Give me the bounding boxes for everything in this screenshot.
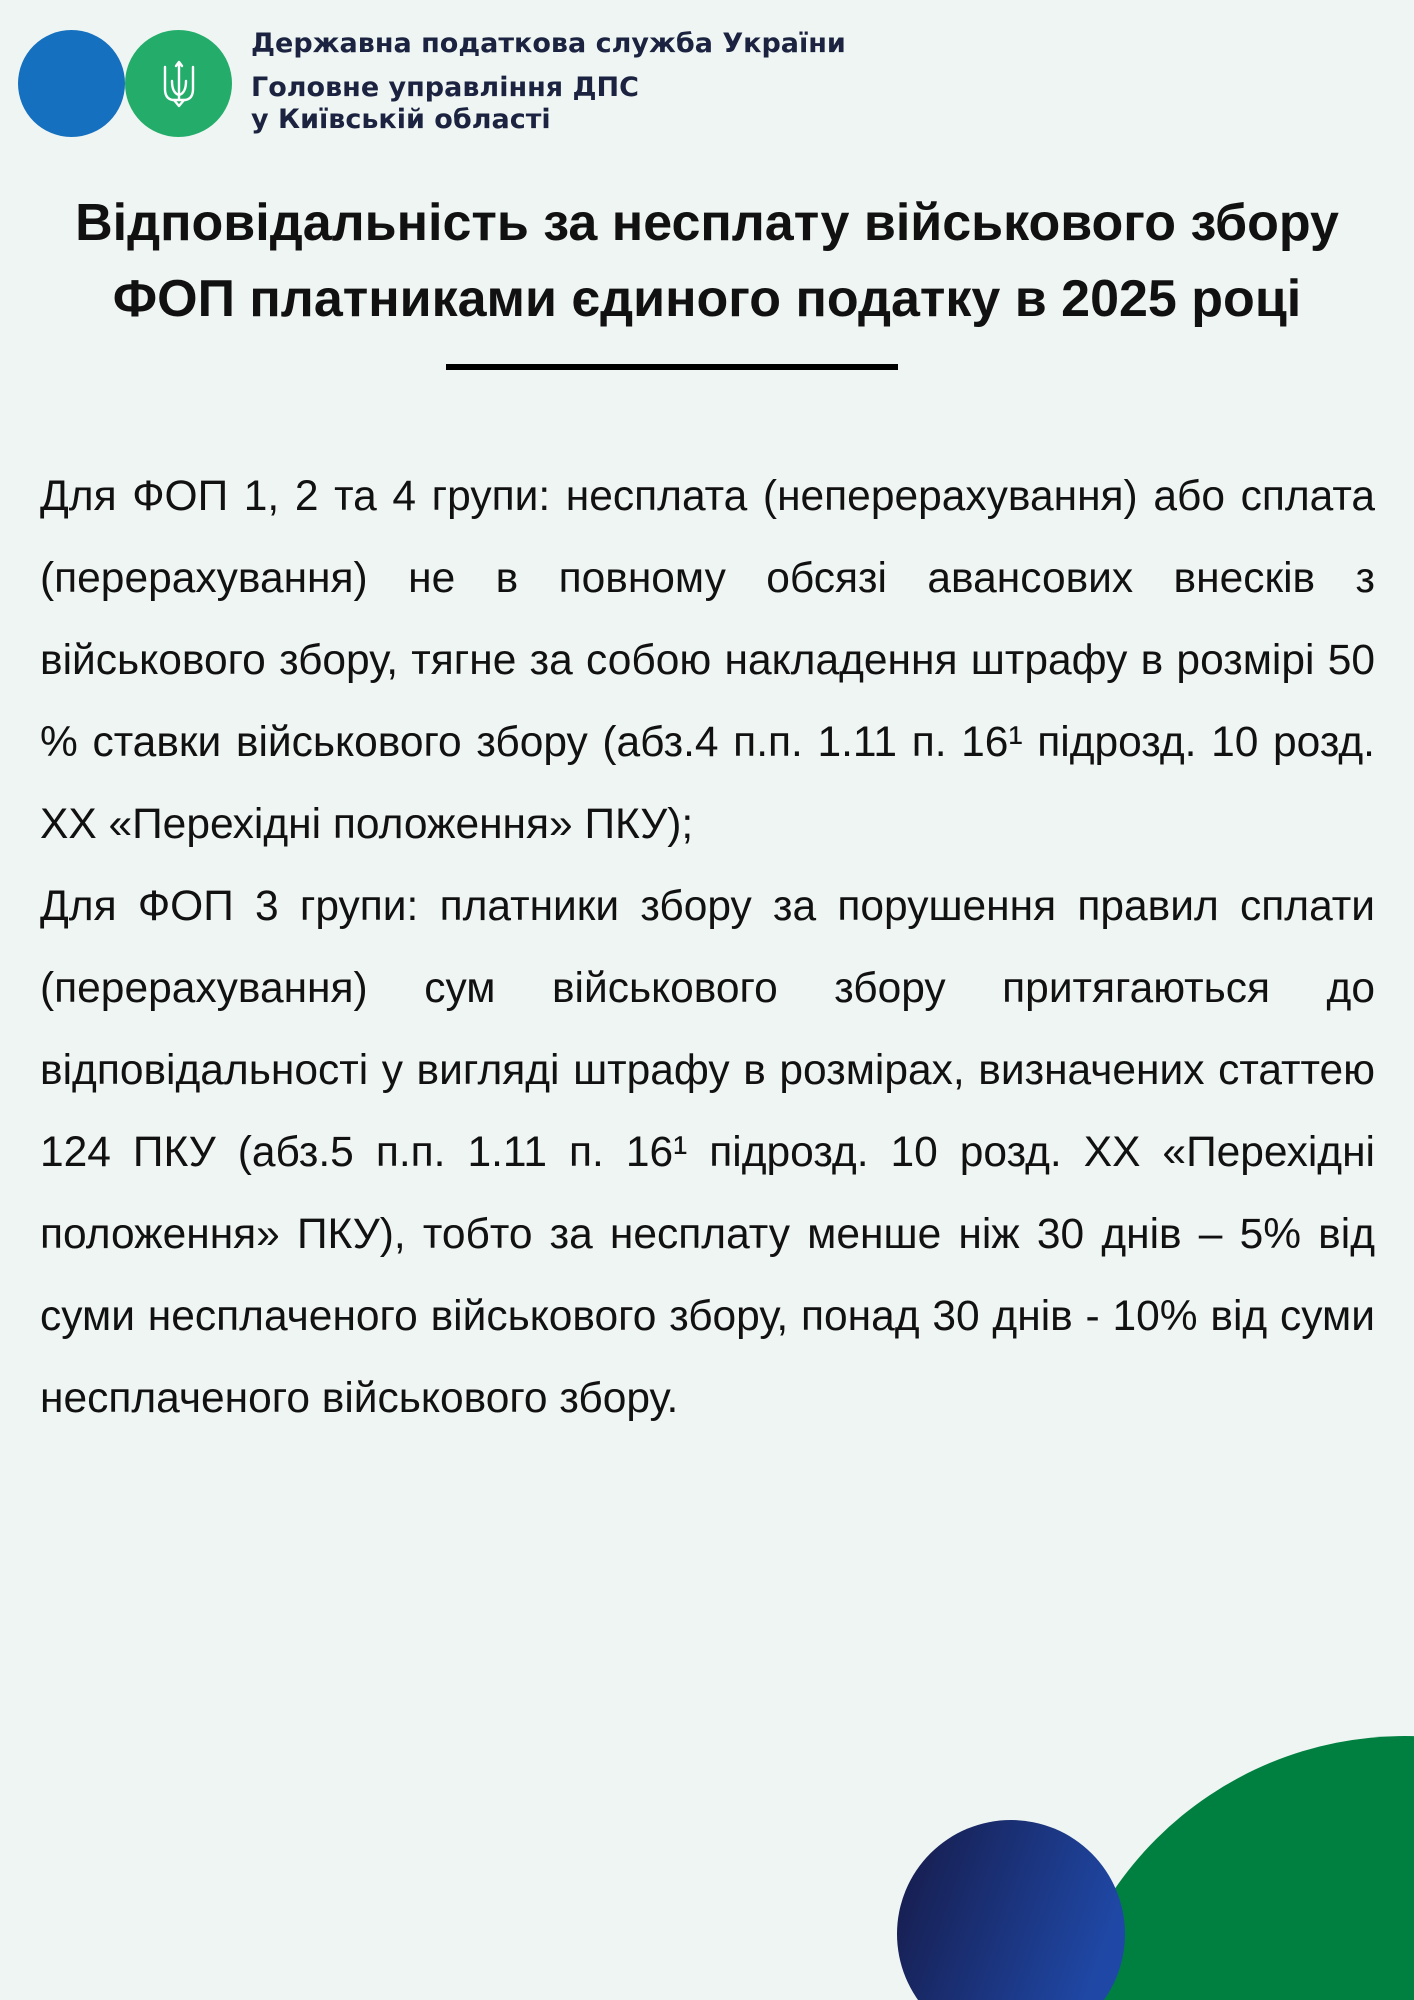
- paragraph-group-3: Для ФОП 3 групи: платники збору за порушення правил сплати (перерахування) сум військового збору притягаються до відповідальності у вигляді штрафу в розмірах, визначених статтею 124 ПКУ (абз.5 п.п. 1.11 п. 16¹ підрозд. 10 розд. XX «Перехідні положення» ПКУ), тобто за несплату менше ніж 30 днів – 5% від суми несплаченого військового збору, понад 30 днів - 10% від суми несплаченого військового збору.: [40, 883, 1375, 1422]
- department-name: Головне управління ДПС: [251, 72, 639, 103]
- paragraph-groups-1-2-4: Для ФОП 1, 2 та 4 групи: несплата (неперерахування) або сплата (перерахування) не в повному обсязі авансових внесків з військового збору, тягне за собою накладення штрафу в розмірі 50 % ставки військового збору (абз.4 п.п. 1.11 п. 16¹ підрозд. 10 розд. XX «Перехідні положення» ПКУ);: [40, 473, 1375, 848]
- title-line-1: Відповідальність за несплату військового збору: [75, 194, 1339, 252]
- agency-name: Державна податкова служба України: [251, 28, 846, 59]
- title-line-2: ФОП платниками єдиного податку в 2025 році: [112, 270, 1302, 328]
- department-region: у Київській області: [251, 104, 551, 135]
- navy-decorative-circle: [897, 1820, 1125, 2000]
